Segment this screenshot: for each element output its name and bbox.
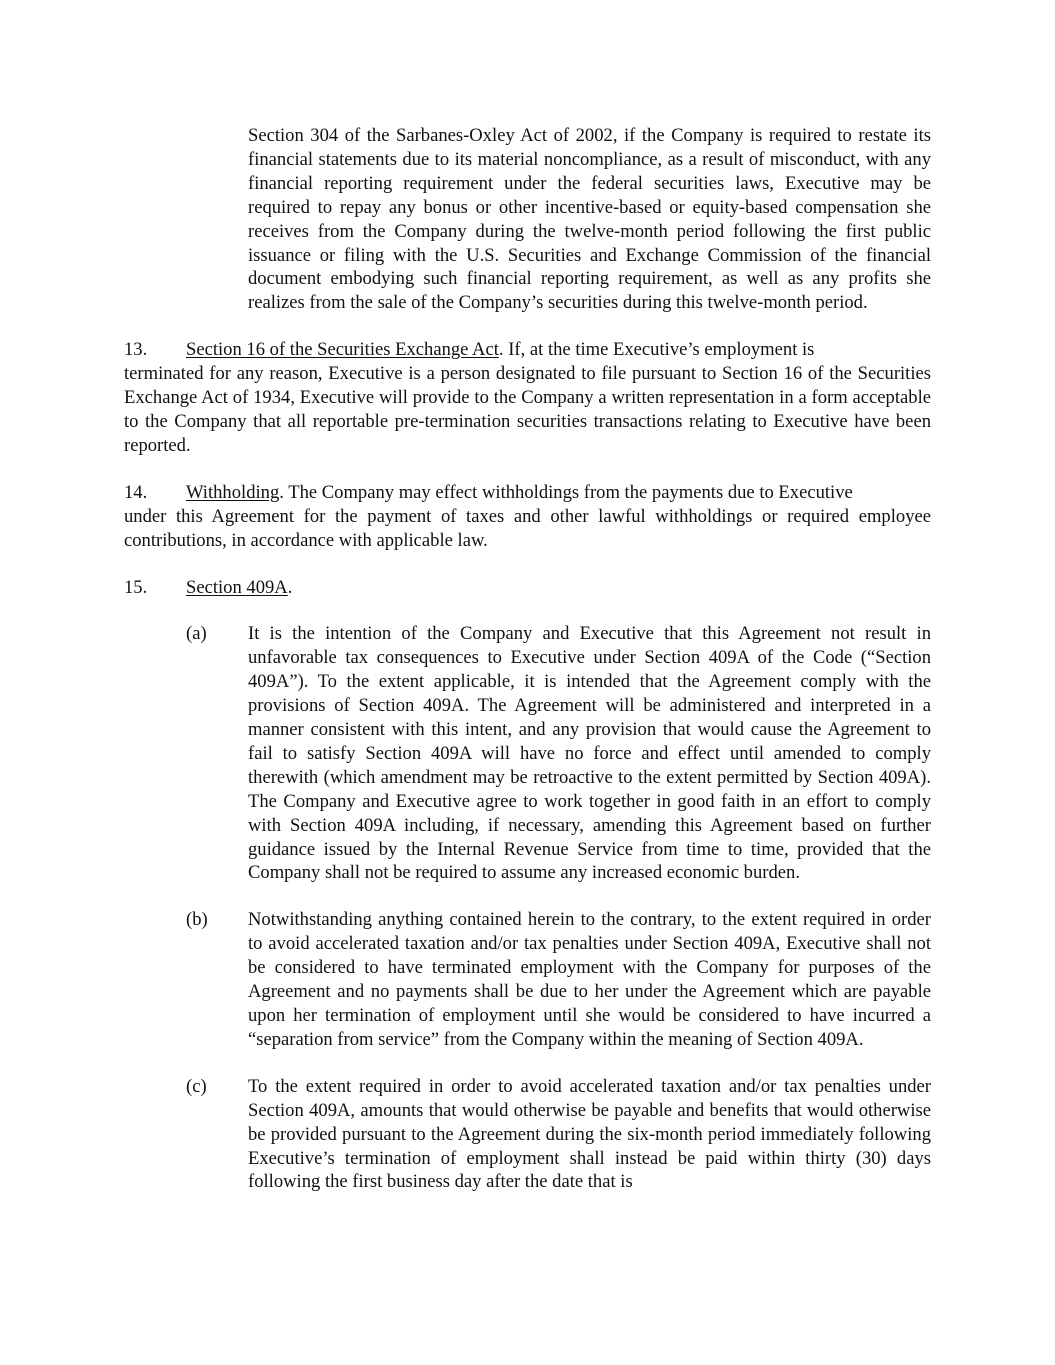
section-13-body: terminated for any reason, Executive is a person designated to file pursuant to Section 16 of the Securities Exchange Act of 1934, Executive will provide to the Company a written representation in a form acceptable to the Company that all reportable pre-termination securities transactions relating to Executive have been reported. bbox=[124, 363, 931, 456]
section-13-number: 13. bbox=[124, 339, 148, 361]
item-text: To the extent required in order to avoid accelerated taxation and/or tax penalties under Section 409A, amounts that would otherwise be payable and benefits that would otherwise be provided pursuant to the Agreement during the six-month period immediately following Executive’s termination of employment shall instead be paid within thirty (30) days following the first business day after the date that is bbox=[248, 1075, 931, 1193]
section-14-body: under this Agreement for the payment of taxes and other lawful withholdings or required employee contributions, in accordance with applicable law. bbox=[124, 505, 931, 551]
item-text: It is the intention of the Company and Executive that this Agreement not result in unfavorable tax consequences to Executive under Section 409A of the Code (“Section 409A”). To the extent applicable, it is intended that the Agreement comply with the provisions of Section 409A. The Agreement will be administered and interpreted in a manner consistent with this intent, and any provision that would cause the Agreement to fail to satisfy Section 409A will have no force and effect until amended to comply therewith (which amendment may be retroactive to the extent permitted by Section 409A). The Company and Executive agree to work together in good faith in an effort to comply with Section 409A including, if necessary, amending this Agreement based on further guidance issued by the Internal Revenue Service from time to time, provided that the Company shall not be required to assume any increased economic burden. bbox=[248, 623, 931, 884]
section-14 bbox=[124, 481, 931, 553]
section-14-lead: . The Company may effect withholdings from the payments due to Executive bbox=[279, 481, 853, 503]
section-13 bbox=[124, 338, 931, 458]
section-15-title-suffix: . bbox=[287, 576, 293, 598]
section-14-title: Withholding bbox=[186, 481, 280, 503]
section-15-item-c bbox=[186, 1075, 931, 1195]
section-13-lead: . If, at the time Executive’s employment is bbox=[498, 339, 815, 361]
intro-paragraph: Section 304 of the Sarbanes-Oxley Act of 2002, if the Company is required to restate its financial statements due to its material noncompliance, as a result of misconduct, with any financial reporting requirement under the federal securities laws, Executive may be required to repay any bonus or other incentive-based or equity-based compensation she receives from the Company during the twelve-month period following the first public issuance or filing with the U.S. Securities and Exchange Commission of the financial document embodying such financial reporting requirement, as well as any profits she realizes from the sale of the Company’s securities during this twelve-month period. bbox=[248, 125, 931, 314]
section-15 bbox=[124, 576, 931, 1195]
item-label: (b) bbox=[186, 909, 208, 931]
section-15-number: 15. bbox=[124, 576, 148, 598]
section-15-item-a bbox=[186, 622, 931, 885]
section-13-title: Section 16 of the Securities Exchange Act bbox=[186, 339, 499, 361]
section-14-number: 14. bbox=[124, 481, 148, 503]
item-label: (a) bbox=[186, 623, 207, 645]
item-text: Notwithstanding anything contained herein to the contrary, to the extent required in order to avoid accelerated taxation and/or tax penalties under Section 409A, Executive shall not be considered to have terminated employment with the Company for purposes of the Agreement and no payments shall be due to her under the Agreement which are payable upon her termination of employment until she would be considered to have incurred a “separation from service” from the Company within the meaning of Section 409A. bbox=[248, 909, 931, 1050]
item-label: (c) bbox=[186, 1075, 207, 1097]
section-15-title: Section 409A bbox=[186, 576, 288, 598]
section-15-item-b bbox=[186, 908, 931, 1051]
